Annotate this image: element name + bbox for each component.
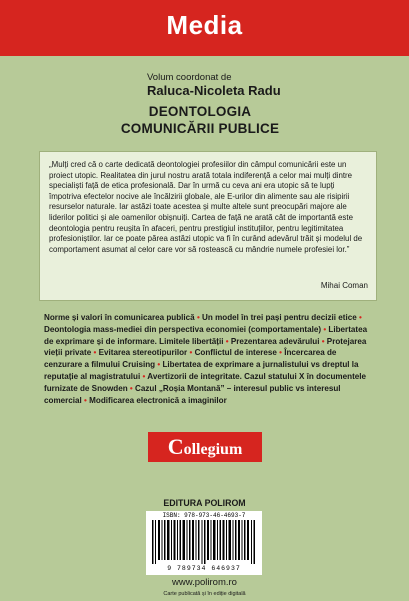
website-link[interactable]: www.polirom.ro	[172, 577, 237, 588]
topic-item: Conflictul de interese	[194, 348, 277, 358]
topic-item: Libertatea de exprimare a jurnalistului vs dreptul la reputație al magistratului	[44, 360, 359, 381]
topic-item: Avertizorii de integritate. Cazul statului X în documentele furnizate de Snowden	[44, 371, 367, 393]
topic-item: Protejarea vieții private	[44, 336, 367, 358]
topic-item: Cazul „Roșia Montană” – interesul public vs interesul comercial	[44, 383, 341, 405]
topic-item: Un model în trei pași pentru decizii etice	[202, 313, 357, 322]
topic-item: Modificarea electronică a imaginilor	[89, 395, 227, 405]
bullet-icon: •	[84, 395, 87, 405]
publisher-logo-initial: C	[167, 434, 184, 459]
bullet-icon: •	[225, 336, 229, 346]
topic-item: Prezentarea adevărului	[230, 336, 320, 346]
bullet-icon: •	[189, 348, 193, 358]
bullet-icon: •	[323, 324, 327, 334]
publisher-logo-rest: ollegium	[183, 441, 243, 458]
editor-label: Volum coordonat de	[147, 72, 232, 83]
bullet-icon: •	[279, 348, 282, 358]
topic-item: Norme și valori în comunicarea publică	[44, 313, 195, 322]
format-note: Carte publicată și în ediție digitală	[163, 591, 246, 597]
bullet-icon: •	[196, 313, 200, 322]
series-title: Media	[166, 10, 243, 40]
publisher-name: EDITURA POLIROM	[163, 498, 246, 508]
topics-list	[44, 312, 370, 406]
author-name: Raluca-Nicoleta Radu	[147, 83, 281, 98]
bullet-icon: •	[359, 313, 362, 322]
bullet-icon: •	[142, 371, 146, 381]
bullet-icon: •	[321, 336, 325, 346]
bullet-icon: •	[93, 348, 97, 358]
bullet-icon: •	[129, 383, 133, 393]
isbn-label: ISBN: 978-973-46-4693-7	[162, 512, 246, 519]
quote-author: Mihai Coman	[320, 281, 368, 290]
topic-item: Libertatea de exprimare și de informare. Limitele libertății	[44, 324, 368, 346]
topic-item: Deontologia mass-mediei din perspectiva economiei (comportamentale)	[44, 324, 322, 334]
topic-item: Evitarea stereotipurilor	[98, 348, 188, 358]
barcode-digits: 9 789734 646937	[167, 565, 241, 572]
book-title	[121, 103, 279, 137]
book-title-line1: DEONTOLOGIA	[148, 104, 252, 119]
barcode-icon	[152, 520, 256, 564]
topic-item: Încercarea de cenzurare a filmului Cruising	[44, 348, 337, 370]
book-title-line2: COMUNICĂRII PUBLICE	[120, 121, 280, 136]
publisher-logo	[148, 432, 262, 462]
bullet-icon: •	[157, 360, 161, 370]
quote-text: „Mulți cred că o carte dedicată deontologiei profesiilor din câmpul comunicării este un proiect utopic. Realitatea din jurul nostru arată totala indiferență a celor mai mulți dintre specialiști față de etica profesională. Dar în urmă cu ceva ani era utopic să te lupți împotriva efectelor nocive ale încălzirii globale, ale E-urilor din alimente sau ale risipirii resurselor naturale. Iar astăzi toate acestea și multe altele sunt preocupări majore ale liderilor politici și ale oamenilor obișnuiți. Cartea de față ne arată cât de importantă este deontologia pentru reușita în afaceri, pentru prestigiul instituțiilor, pentru legitimitatea profesioniștilor. Iar ce poate părea astăzi utopic va fi în curând adevărul trăit și modelul de comportament asumat al celor care vor să rostească cu mândrie numele profesiei lor.”	[49, 160, 363, 254]
